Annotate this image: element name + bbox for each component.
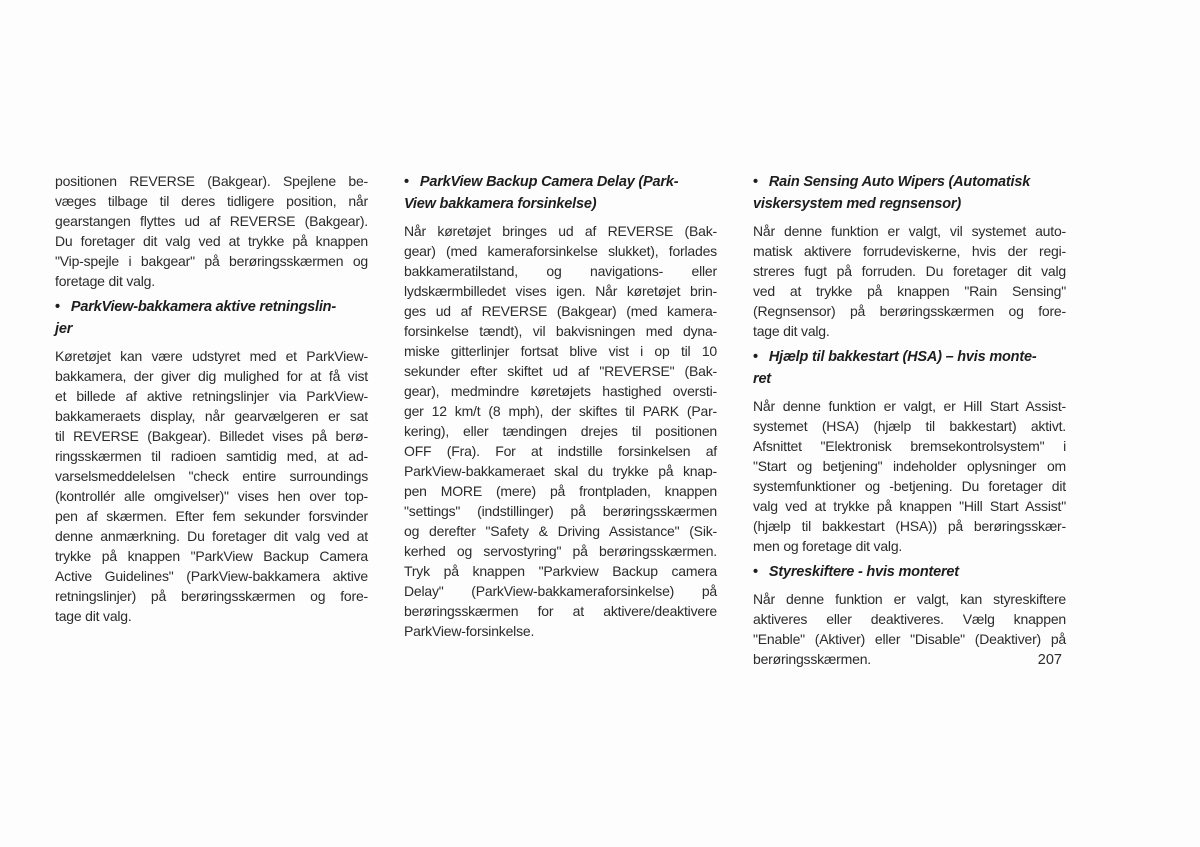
text-line: retningslinjer) på berøringsskærmen og fore-: [55, 588, 368, 604]
text-line: berøringsskærmen for at aktivere/deaktivere: [404, 603, 717, 619]
paragraph: [55, 171, 368, 291]
text-line: forsinkelse tændt), vil bakvisningen med dyna-: [404, 323, 717, 339]
text-line: • ParkView Backup Camera Delay (Park-: [404, 171, 717, 193]
text-line: ParkView-forsinkelse.: [404, 623, 535, 639]
text-line: aktiveres eller deaktiveres. Vælg knappen: [753, 611, 1066, 627]
page-number: 207: [1037, 652, 1062, 668]
text-line: varselsmeddelelsen "check entire surroundings: [55, 468, 368, 484]
text-line: Delay" (ParkView-bakkameraforsinkelse) på: [404, 583, 717, 599]
text-line: viskersystem med regnsensor): [753, 196, 961, 212]
text-line: bakkamera, der giver dig mulighed for at få vist: [55, 368, 368, 384]
page-columns: [55, 171, 1066, 669]
text-line: streres fugt på forruden. Du foretager dit valg: [753, 263, 1066, 279]
text-line: positionen REVERSE (Bakgear). Spejlene be-: [55, 173, 368, 189]
bullet-icon: •: [753, 174, 758, 190]
text-line: foretage dit valg.: [55, 273, 155, 289]
text-line: til REVERSE (Bakgear). Billedet vises på berø-: [55, 428, 368, 444]
text-line: men og foretage dit valg.: [753, 538, 903, 554]
section-heading: [753, 346, 1066, 390]
paragraph: [55, 346, 368, 626]
text-line: lydskærmbilledet vises igen. Når køretøjet brin-: [404, 283, 717, 299]
text-line: Afsnittet "Elektronisk bremsekontrolsystem" i: [753, 438, 1066, 454]
text-line: jer: [55, 321, 73, 337]
text-line: tage dit valg.: [753, 323, 830, 339]
text-line: trykke på knappen "ParkView Backup Camera: [55, 548, 368, 564]
text-line: • Styreskiftere - hvis monteret: [753, 561, 1066, 583]
paragraph: [753, 396, 1066, 556]
text-line: sekunder efter skiftet ud af "REVERSE" (Bak-: [404, 363, 717, 379]
text-line: Du foretager dit valg ved at trykke på knappen: [55, 233, 368, 249]
text-line: (hjælp til bakkestart (HSA)) på berøringsskær-: [753, 518, 1066, 534]
text-line: Når denne funktion er valgt, er Hill Start Assist-: [753, 398, 1066, 414]
text-line: ved at trykke på knappen "Rain Sensing": [753, 283, 1066, 299]
section-heading: [753, 171, 1066, 215]
text-line: • Hjælp til bakkestart (HSA) – hvis monte-: [753, 346, 1066, 368]
text-line: systemet (HSA) (hjælp til bakkestart) aktivt.: [753, 418, 1066, 434]
text-line: ret: [753, 371, 771, 387]
text-line: miske gitterlinjer fortsat blive vist i op til 10: [404, 343, 717, 359]
text-line: ParkView-bakkameraet skal du trykke på knap-: [404, 463, 717, 479]
section-heading: [404, 171, 717, 215]
text-line: (kontrollér alle omgivelser)" vises hen over top-: [55, 488, 368, 504]
paragraph: [753, 221, 1066, 341]
text-line: matisk aktivere forrudeviskerne, hvis der regi-: [753, 243, 1066, 259]
text-line: • Rain Sensing Auto Wipers (Automatisk: [753, 171, 1066, 193]
text-column-1: [55, 171, 368, 669]
text-line: View bakkamera forsinkelse): [404, 196, 597, 212]
text-line: "Vip-spejle i bakgear" på berøringsskærmen og: [55, 253, 368, 269]
section-heading: [55, 296, 368, 340]
text-line: Når køretøjet bringes ud af REVERSE (Bak-: [404, 223, 717, 239]
text-line: valg ved at trykke på knappen "Hill Start Assist": [753, 498, 1066, 514]
text-column-3: [753, 171, 1066, 669]
text-line: systemfunktioner og -betjening. Du foretager dit: [753, 478, 1066, 494]
text-line: "settings" (indstillinger) på berøringsskærmen: [404, 503, 717, 519]
text-line: • ParkView-bakkamera aktive retningslin-: [55, 296, 368, 318]
bullet-icon: •: [753, 349, 758, 365]
text-line: og derefter "Safety & Driving Assistance" (Sik-: [404, 523, 717, 539]
text-column-2: [404, 171, 717, 669]
text-line: gear) (med kameraforsinkelse slukket), forlades: [404, 243, 717, 259]
paragraph: [404, 221, 717, 641]
text-line: pen MORE (mere) på frontpladen, knappen: [404, 483, 717, 499]
text-line: bakkameraets display, når gearvælgeren er sat: [55, 408, 368, 424]
bullet-icon: •: [404, 174, 409, 190]
text-line: berøringsskærmen.: [753, 651, 871, 667]
text-line: OFF (Fra). For at indstille forsinkelsen af: [404, 443, 717, 459]
section-heading: [753, 561, 1066, 583]
text-line: Active Guidelines" (ParkView-bakkamera aktive: [55, 568, 368, 584]
text-line: "Start og betjening" indeholder oplysninger om: [753, 458, 1066, 474]
text-line: bakkameratilstand, og navigations- eller: [404, 263, 717, 279]
text-line: et billede af aktive retningslinjer via ParkView-: [55, 388, 368, 404]
bullet-icon: •: [753, 564, 758, 580]
text-line: kerhed og servostyring" på berøringsskærmen.: [404, 543, 717, 559]
text-line: denne anmærkning. Du foretager dit valg ved at: [55, 528, 368, 544]
text-line: Når denne funktion er valgt, vil systemet auto-: [753, 223, 1066, 239]
text-line: "Enable" (Aktiver) eller "Disable" (Deaktiver) på: [753, 631, 1066, 647]
text-line: tage dit valg.: [55, 608, 132, 624]
text-line: ringsskærmen til radioen samtidig med, at ad-: [55, 448, 368, 464]
text-line: væges tilbage til deres tidligere position, når: [55, 193, 368, 209]
bullet-icon: •: [55, 299, 60, 315]
text-line: Tryk på knappen "Parkview Backup camera: [404, 563, 717, 579]
text-line: Når denne funktion er valgt, kan styreskiftere: [753, 591, 1066, 607]
text-line: gearstangen flyttes ud af REVERSE (Bakgear).: [55, 213, 368, 229]
text-line: (Regnsensor) på berøringsskærmen og fore-: [753, 303, 1066, 319]
text-line: kering), eller tændingen drejes til positionen: [404, 423, 717, 439]
text-line: ges ud af REVERSE (Bakgear) (med kamera-: [404, 303, 717, 319]
text-line: pen af skærmen. Efter fem sekunder forsvinder: [55, 508, 368, 524]
text-line: ger 12 km/t (8 mph), der skiftes til PARK (Par-: [404, 403, 717, 419]
text-line: Køretøjet kan være udstyret med et ParkView-: [55, 348, 368, 364]
paragraph: [753, 589, 1066, 669]
text-line: gear), medmindre køretøjets hastighed oversti-: [404, 383, 717, 399]
